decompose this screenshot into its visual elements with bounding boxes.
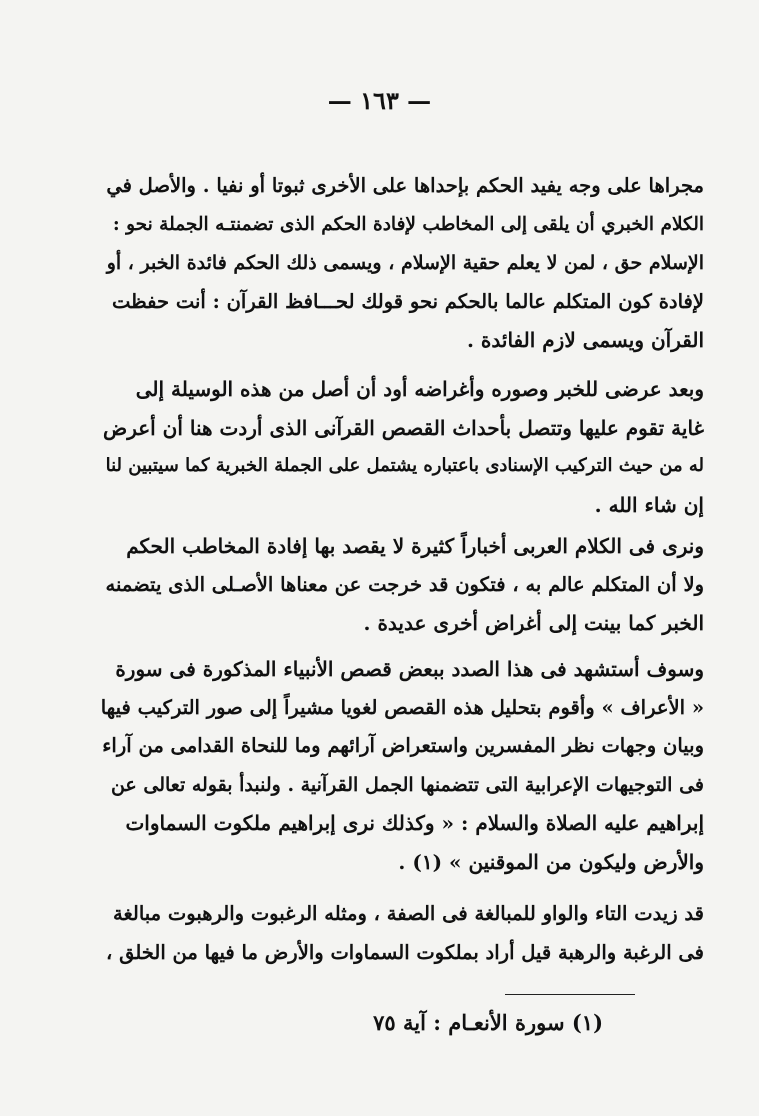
text-line: فى التوجيهات الإعرابية التى تتضمنها الجمل القرآنية . ولنبدأ بقوله تعالى عن bbox=[110, 773, 704, 796]
text-line: « الأعراف » وأقوم بتحليل هذه القصص لغويا مشيراً إلى صور التركيب فيها bbox=[100, 695, 704, 719]
text-line: والأرض وليكون من الموقنين » (١) . bbox=[398, 849, 704, 874]
text-line: فى الرغبة والرهبة قيل أراد بملكوت السماوات والأرض ما فيها من الخلق ، bbox=[106, 940, 704, 964]
text-line: قد زيدت التاء والواو للمبالغة فى الصفة ، ومثله الرغبوت والرهبوت مبالغة bbox=[113, 902, 704, 925]
text-line: إبراهيم عليه الصلاة والسلام : « وكذلك نرى إبراهيم ملكوت السماوات bbox=[125, 811, 704, 835]
text-line: ولا أن المتكلم عالم به ، فتكون قد خرجت عن معناها الأصـلى الذى يتضمنه bbox=[105, 572, 704, 596]
text-line: لإفادة كون المتكلم عالما بالحكم نحو قولك لحـــافظ القرآن : أنت حفظت bbox=[111, 289, 704, 313]
text-line: له من حيث التركيب الإسنادى باعتباره يشتمل على الجملة الخبرية كما سيتبين لنا bbox=[105, 455, 704, 476]
paragraph-1 bbox=[100, 167, 704, 360]
page-number: — ١٦٣ — bbox=[327, 86, 432, 115]
text-line: الكلام الخبري أن يلقى إلى المخاطب لإفادة الحكم الذى تضمنتـه الجملة نحو : bbox=[112, 213, 704, 235]
paragraph-2 bbox=[100, 370, 704, 524]
footnote: (١) سورة الأنعـام : آية ٧٥ bbox=[373, 1010, 603, 1035]
text-line: وبيان وجهات نظر المفسرين واستعراض آرائهم وما للنحاة القدامى من آراء bbox=[102, 734, 704, 757]
text-line: إن شاء الله . bbox=[594, 492, 704, 517]
text-line: ونرى فى الكلام العربى أخباراً كثيرة لا يقصد بها إفادة المخاطب الحكم bbox=[126, 534, 704, 558]
text-line: القرآن ويسمى لازم الفائدة . bbox=[466, 328, 704, 352]
text-line: مجراها على وجه يفيد الحكم بإحداها على الأخرى ثبوتا أو نفيا . والأصل في bbox=[106, 174, 704, 197]
text-line: الإسلام حق ، لمن لا يعلم حقية الإسلام ، ويسمى ذلك الحكم فائدة الخبر ، أو bbox=[106, 252, 704, 274]
paragraph-5 bbox=[100, 895, 704, 972]
paragraph-4 bbox=[100, 650, 704, 881]
text-line: غاية تقوم عليها وتتصل بأحداث القصص القرآنى الذى أردت هنا أن أعرض bbox=[103, 415, 704, 440]
paragraph-3 bbox=[100, 527, 704, 643]
text-line: وسوف أستشهد فى هذا الصدد ببعض قصص الأنبياء المذكورة فى سورة bbox=[115, 657, 704, 681]
text-line: وبعد عرضى للخبر وصوره وأغراضه أود أن أصل من هذه الوسيلة إلى bbox=[135, 377, 704, 401]
footnote-divider bbox=[505, 994, 635, 995]
text-line: الخبر كما بينت إلى أغراض أخرى عديدة . bbox=[363, 611, 704, 635]
